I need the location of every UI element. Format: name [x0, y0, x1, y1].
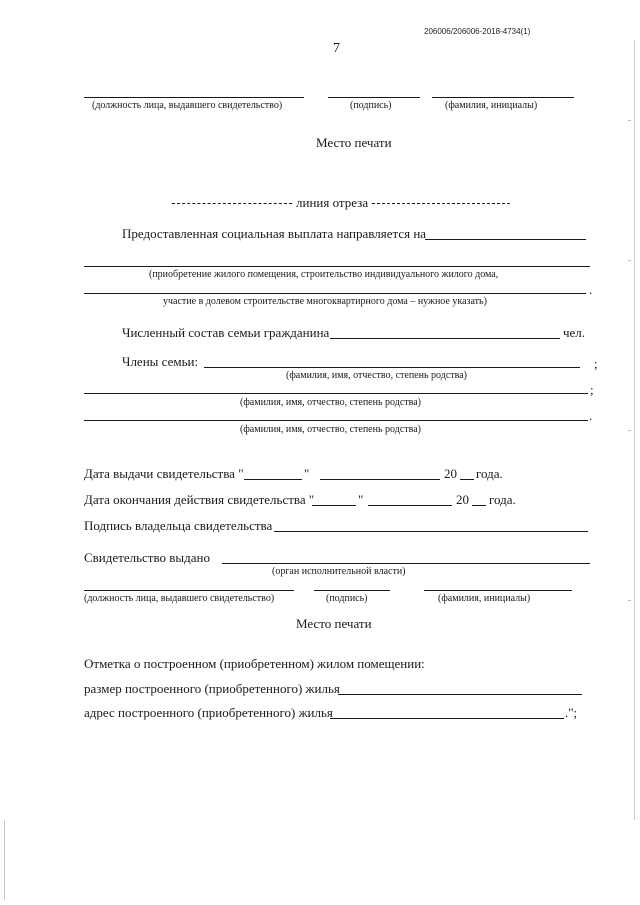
- issued-by-label: Свидетельство выдано: [84, 550, 210, 565]
- signature-caption-2: (подпись): [326, 593, 368, 604]
- family-member-end-1: ;: [594, 356, 598, 371]
- payment-end-mark: .: [589, 282, 593, 297]
- family-member-caption-1: (фамилия, имя, отчество, степень родства): [286, 370, 467, 381]
- housing-address-end: .";: [565, 705, 578, 720]
- payment-line-2: [84, 266, 590, 267]
- scan-tick: [628, 430, 631, 431]
- issued-by-line: [222, 563, 590, 564]
- family-member-caption-2: (фамилия, имя, отчество, степень родства): [240, 397, 421, 408]
- expiry-date-label: Дата окончания действия свидетельства ": [84, 492, 315, 507]
- expiry-date-quote: ": [358, 492, 364, 507]
- issued-by-caption: (орган исполнительной власти): [272, 566, 406, 577]
- scan-tick: [628, 600, 631, 601]
- issue-date-quote: ": [304, 466, 310, 481]
- payment-line: [425, 239, 586, 240]
- family-member-line-1: [204, 367, 580, 368]
- expiry-year-prefix: 20: [456, 492, 469, 507]
- family-member-line-2: [84, 393, 588, 394]
- payment-caption-1: (приобретение жилого помещения, строительство индивидуального жилого дома,: [149, 269, 499, 280]
- family-count-label: Численный состав семьи гражданина: [122, 325, 330, 340]
- payment-caption-2: участие в долевом строительстве многоквартирного дома – нужное указать): [163, 296, 487, 307]
- seal-place: Место печати: [316, 135, 392, 150]
- signature-line-2: [314, 590, 390, 591]
- family-member-end-2: ;: [590, 382, 594, 397]
- expiry-month-line: [368, 505, 452, 506]
- owner-signature-line: [274, 531, 588, 532]
- seal-place-2: Место печати: [296, 616, 372, 631]
- expiry-year-line: [472, 505, 486, 506]
- housing-address-line: [330, 718, 564, 719]
- expiry-day-line: [312, 505, 356, 506]
- issue-month-line: [320, 479, 440, 480]
- family-member-end-3: .: [589, 408, 593, 423]
- housing-size-label: размер построенного (приобретенного) жилья: [84, 681, 340, 696]
- signature-caption: (подпись): [350, 100, 392, 111]
- name-line-2: [424, 590, 572, 591]
- issue-day-line: [244, 479, 302, 480]
- issue-year-prefix: 20: [444, 466, 457, 481]
- housing-size-line: [338, 694, 582, 695]
- position-caption: (должность лица, выдавшего свидетельство): [92, 100, 283, 111]
- position-line-2: [84, 590, 294, 591]
- family-member-caption-3: (фамилия, имя, отчество, степень родства): [240, 424, 421, 435]
- page-number: 7: [333, 41, 340, 56]
- cut-dashes-right: [372, 203, 510, 204]
- position-line: [84, 97, 304, 98]
- document-id: 206006/206006-2018-4734(1): [424, 27, 531, 36]
- expiry-year-suffix: года.: [489, 492, 516, 507]
- cut-dashes-left: [172, 203, 292, 204]
- scan-tick: [628, 120, 631, 121]
- scan-edge-right: [634, 40, 635, 820]
- position-caption-2: (должность лица, выдавшего свидетельство): [84, 593, 275, 604]
- cut-line-label: линия отреза: [296, 195, 369, 210]
- family-member-line-3: [84, 420, 588, 421]
- name-caption-2: (фамилия, инициалы): [438, 593, 531, 604]
- owner-signature-label: Подпись владельца свидетельства: [84, 518, 273, 533]
- family-count-line: [330, 338, 560, 339]
- payment-label: Предоставленная социальная выплата направляется на: [122, 226, 427, 241]
- scan-edge-left: [4, 820, 5, 900]
- name-line: [432, 97, 574, 98]
- scan-tick: [628, 260, 631, 261]
- signature-line: [328, 97, 420, 98]
- issue-date-label: Дата выдачи свидетельства ": [84, 466, 244, 481]
- family-count-unit: чел.: [563, 325, 586, 340]
- family-members-label: Члены семьи:: [122, 354, 199, 369]
- issue-year-line: [460, 479, 474, 480]
- name-caption: (фамилия, инициалы): [445, 100, 538, 111]
- payment-line-3: [84, 293, 586, 294]
- issue-year-suffix: года.: [476, 466, 503, 481]
- housing-address-label: адрес построенного (приобретенного) жилья: [84, 705, 333, 720]
- housing-note-title: Отметка о построенном (приобретенном) жилом помещении:: [84, 656, 425, 671]
